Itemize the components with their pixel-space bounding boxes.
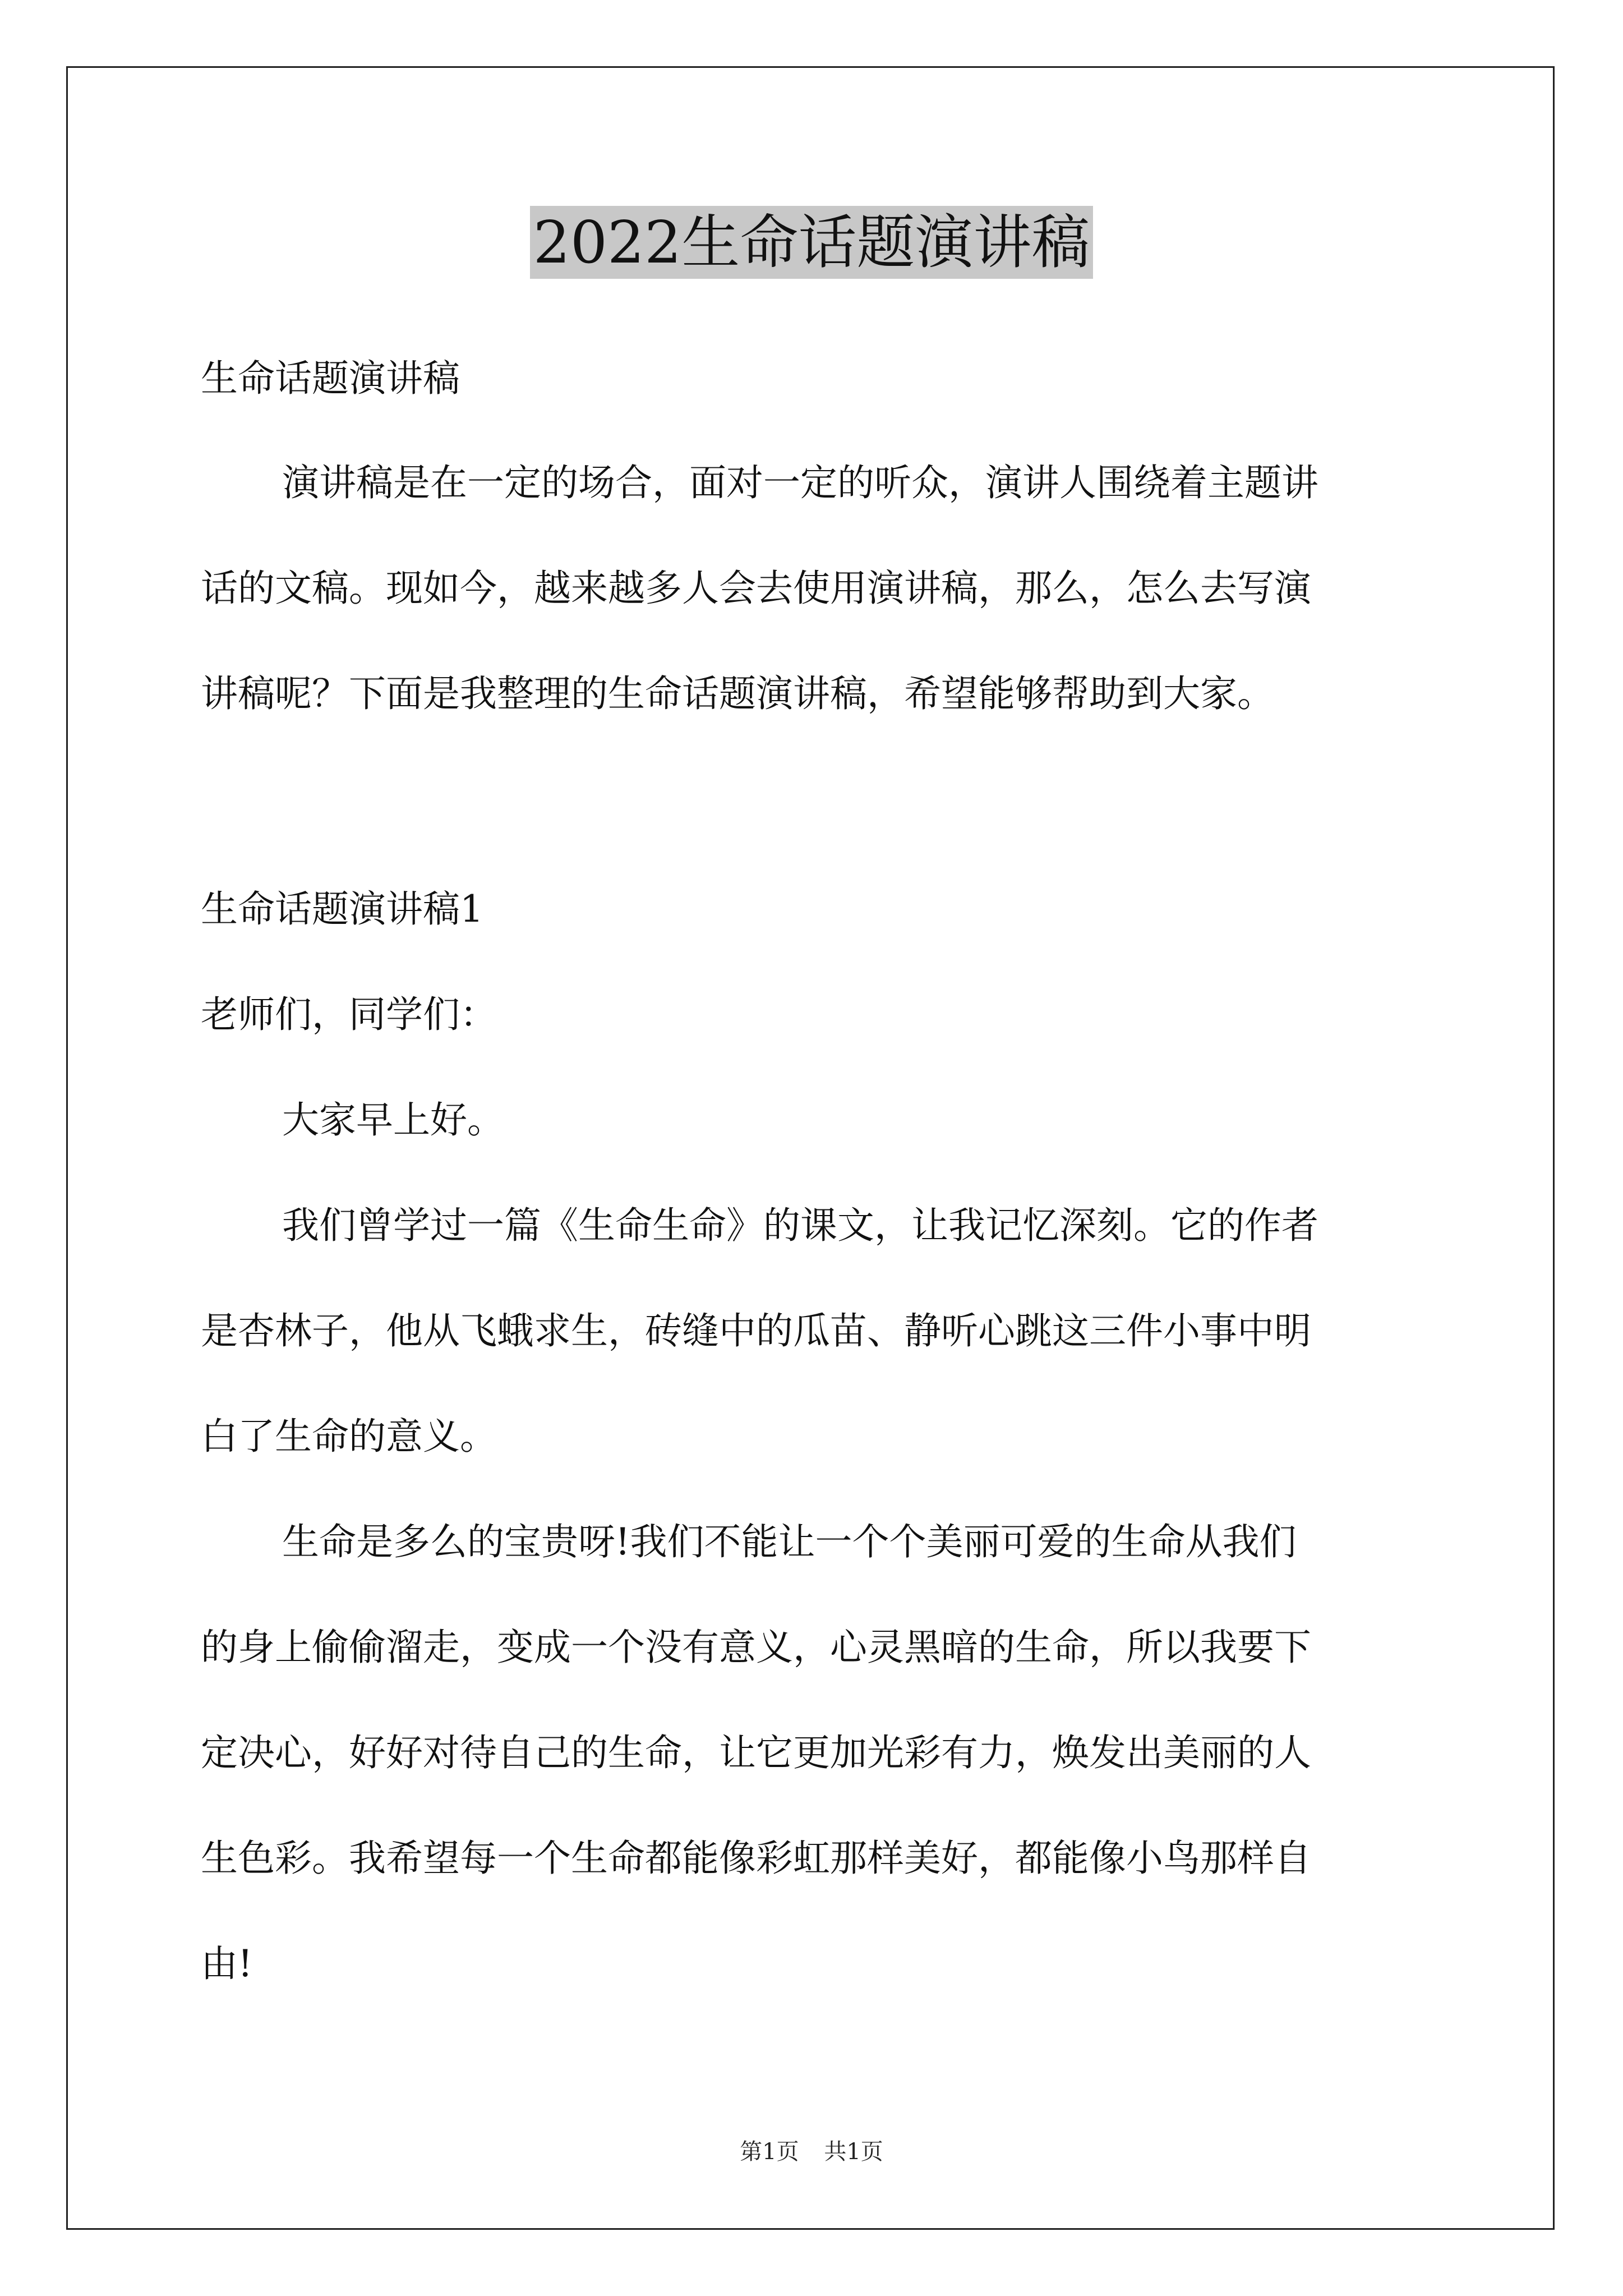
paragraph-line: 白了生命的意义。 [201, 1415, 497, 1458]
paragraph-line: 大家早上好。 [282, 1098, 504, 1142]
page-total: 共1页 [824, 2139, 883, 2165]
paragraph-line: 演讲稿是在一定的场合，面对一定的听众，演讲人围绕着主题讲 [282, 461, 1318, 504]
paragraph-line: 是杏林子，他从飞蛾求生，砖缝中的瓜苗、静听心跳这三件小事中明 [201, 1309, 1311, 1352]
paragraph-line: 生命是多么的宝贵呀!我们不能让一个个美丽可爱的生命从我们 [282, 1520, 1297, 1563]
document-title-text: 2022生命话题演讲稿 [530, 206, 1094, 279]
paragraph-line: 我们曾学过一篇《生命生命》的课文，让我记忆深刻。它的作者 [282, 1204, 1318, 1247]
page-number: 第1页 [740, 2139, 799, 2165]
paragraph-line: 话的文稿。现如今，越来越多人会去使用演讲稿，那么，怎么去写演 [201, 567, 1311, 610]
section-heading: 生命话题演讲稿 [201, 357, 460, 400]
section-heading: 生命话题演讲稿1 [201, 887, 483, 931]
paragraph-line: 定决心，好好对待自己的生命，让它更加光彩有力，焕发出美丽的人 [201, 1731, 1311, 1774]
paragraph-line: 的身上偷偷溜走，变成一个没有意义，心灵黑暗的生命，所以我要下 [201, 1626, 1311, 1669]
salutation: 老师们，同学们： [201, 993, 497, 1036]
page-footer [0, 2135, 1623, 2169]
document-title [0, 203, 1623, 282]
paragraph-line: 生色彩。我希望每一个生命都能像彩虹那样美好，都能像小鸟那样自 [201, 1837, 1311, 1880]
paragraph-line: 由! [201, 1942, 253, 1985]
paragraph-line: 讲稿呢？下面是我整理的生命话题演讲稿，希望能够帮助到大家。 [201, 672, 1274, 715]
